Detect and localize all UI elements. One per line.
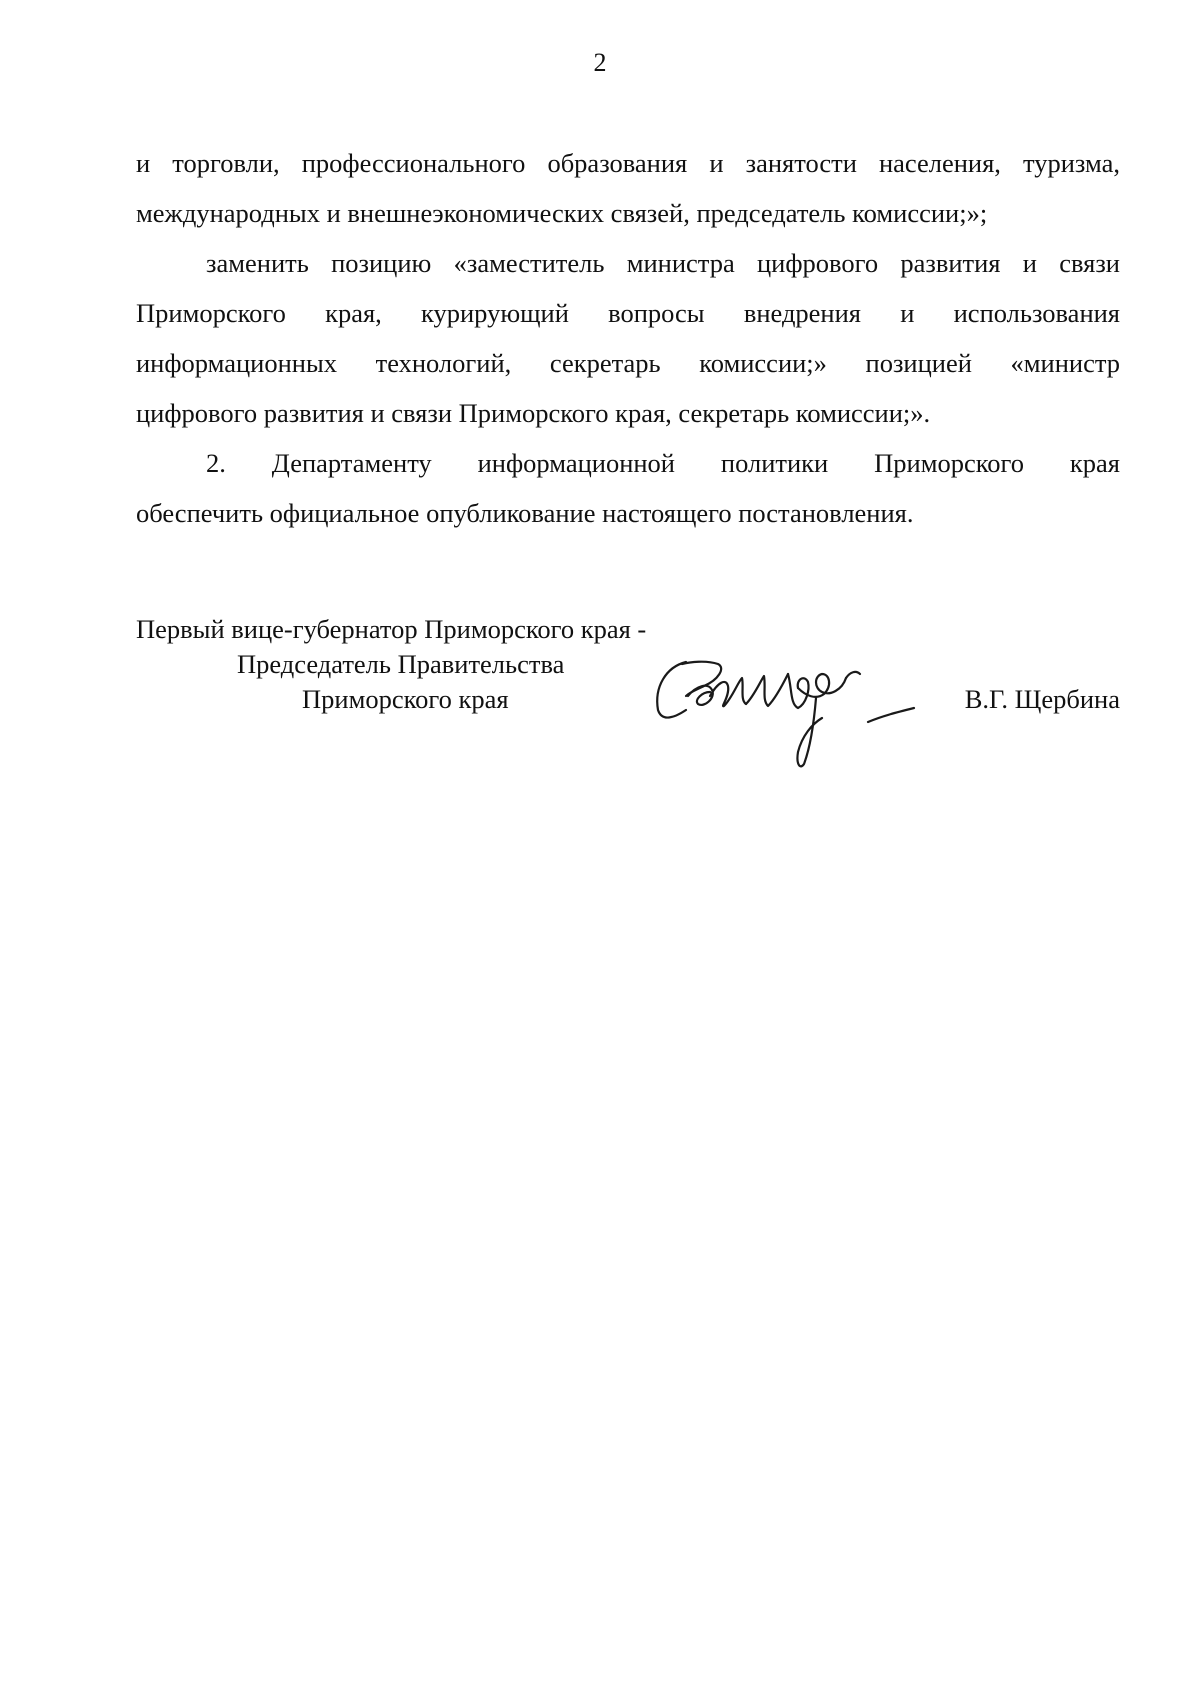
signature-block [136,612,1120,772]
signatory-position-line: Первый вице-губернатор Приморского края - [136,614,647,644]
text-line: информационных технологий, секретарь комиссии;» позицией «министр [136,348,1120,378]
signatory-name: В.Г. Щербина [964,684,1120,714]
handwritten-signature [646,652,946,777]
text-line: обеспечить официальное опубликование настоящего постановления. [136,498,914,528]
paragraph-item-2 [136,438,1120,538]
page-number: 2 [593,48,607,77]
paragraph-replace-position [136,238,1120,438]
text-line: Приморского края, курирующий вопросы внедрения и использования [136,298,1120,328]
signatory-position-line: Приморского края [302,684,509,714]
text-line: международных и внешнеэкономических связей, председатель комиссии;»; [136,198,988,228]
paragraph-continuation [136,138,1120,238]
signatory-position-line: Председатель Правительства [237,649,565,679]
text-line: 2. Департаменту информационной политики Приморского края [206,448,1120,478]
document-body [136,138,1120,538]
text-line: заменить позицию «заместитель министра цифрового развития и связи [206,248,1120,278]
text-line: и торговли, профессионального образования и занятости населения, туризма, [136,148,1120,178]
text-line: цифрового развития и связи Приморского края, секретарь комиссии;». [136,398,931,428]
